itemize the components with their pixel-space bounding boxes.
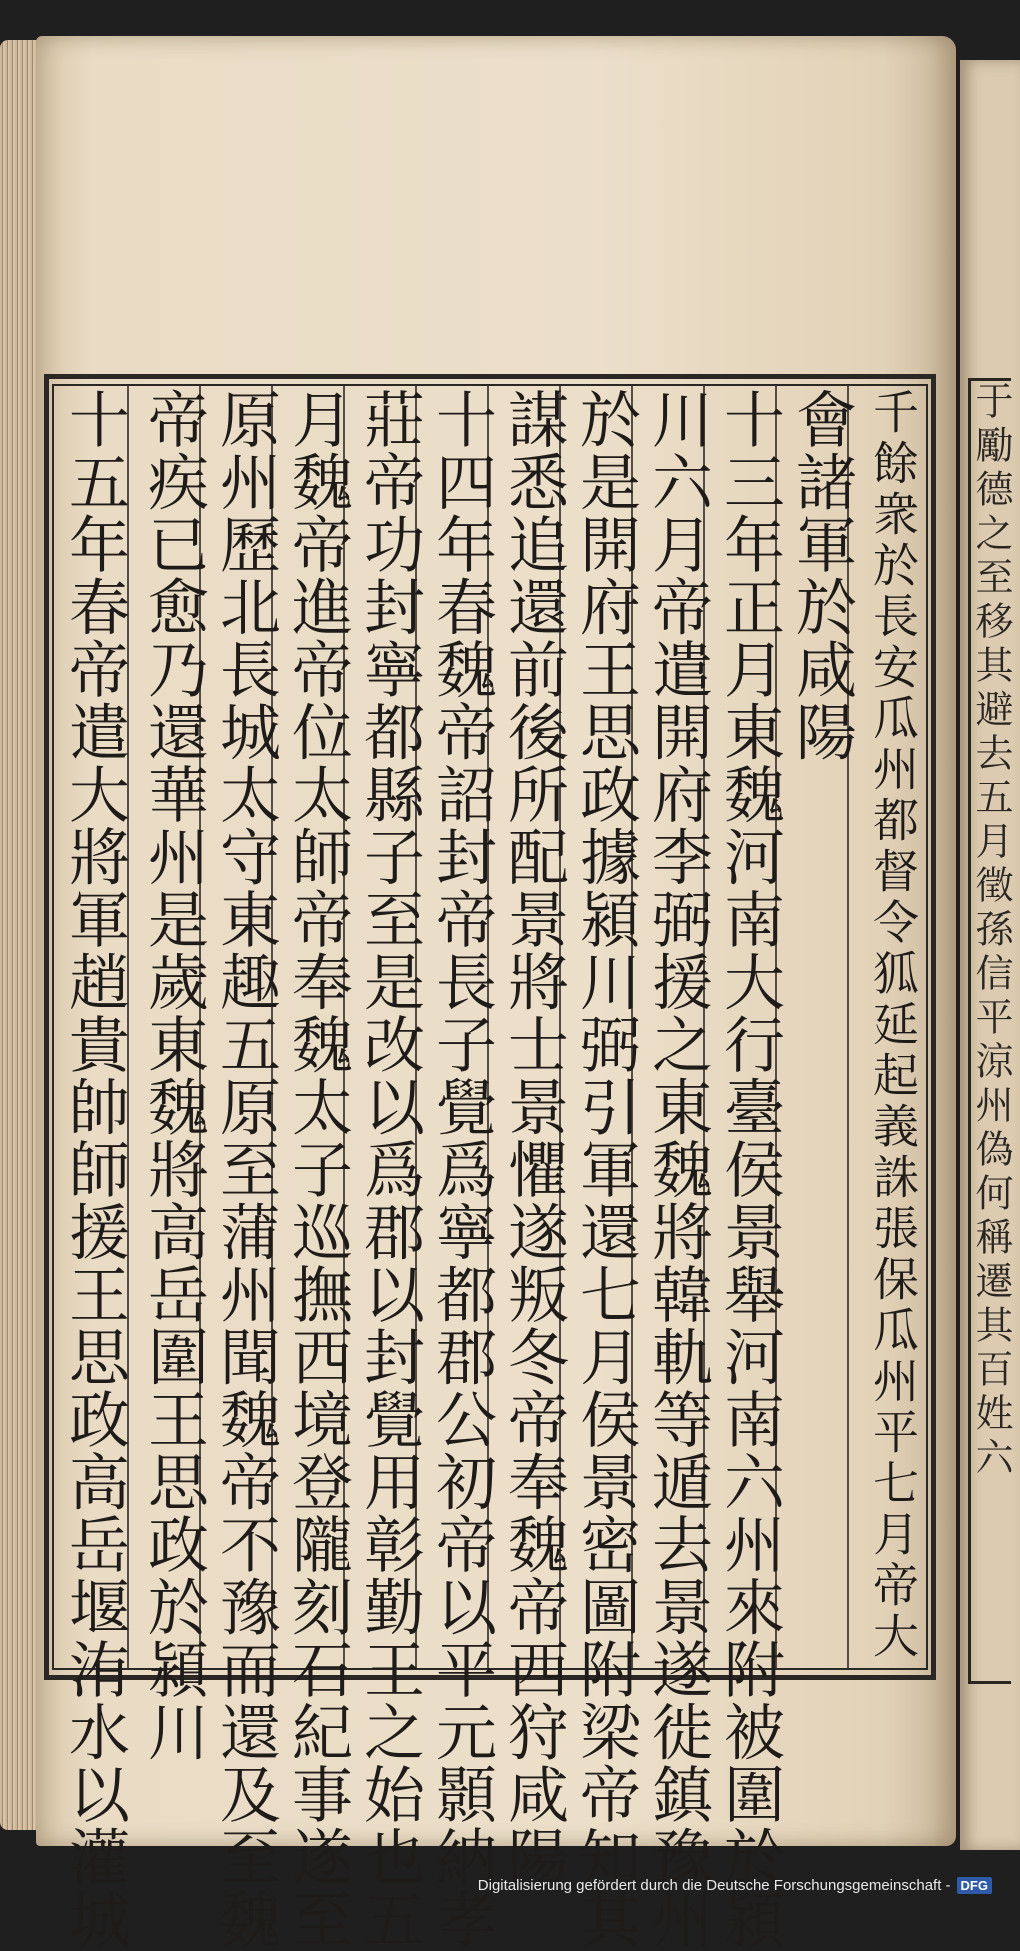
text-column-11: 帝疾已愈乃還華州是歲東魏將高岳圍王思政於潁川 bbox=[138, 388, 209, 1763]
fore-edge-mark bbox=[4, 680, 38, 760]
text-column-6: 謀悉追還前後所配景將士景懼遂叛冬帝奉魏帝西狩咸陽 bbox=[498, 388, 569, 1888]
text-column-9: 月魏帝進帝位太師帝奉魏太子巡撫西境登隴刻石紀事遂至 bbox=[282, 388, 353, 1951]
text-column-5: 於是開府王思政據潁川弼引軍還七月侯景密圖附梁帝知其 bbox=[570, 388, 641, 1951]
next-page-text-fragment: 于勵德之至移其避去五月徵孫信平涼州偽何稱遷其百姓六 bbox=[968, 378, 1011, 1684]
text-column-1: 千餘衆於長安瓜州都督令狐延起義誅張保瓜州平七月帝大 bbox=[866, 388, 920, 1663]
text-column-10: 原州歷北長城太守東趣五原至蒲州聞魏帝不豫而還及至魏 bbox=[210, 388, 281, 1951]
text-column-2: 會諸軍於咸陽 bbox=[786, 388, 857, 763]
dfg-logo: DFG bbox=[957, 1877, 992, 1894]
text-column-7: 十四年春魏帝詔封帝長子覺爲寧都郡公初帝以平元顥納孝 bbox=[426, 388, 497, 1951]
text-column-4: 川六月帝遣開府李弼援之東魏將韓軌等遁去景遂徙鎮豫州 bbox=[642, 388, 713, 1951]
text-column-8: 莊帝功封寧都縣子至是改以爲郡以封覺用彰勤王之始也五 bbox=[354, 388, 425, 1951]
digitization-credit: Digitalisierung gefördert durch die Deutsche Forschungsgemeinschaft - bbox=[477, 1876, 951, 1894]
text-column-3: 十三年正月東魏河南大行臺侯景舉河南六州來附被圍於潁 bbox=[714, 388, 785, 1951]
text-column-12: 十五年春帝遣大將軍趙貴帥師援王思政高岳堰洧水以灌城 bbox=[59, 388, 130, 1951]
digitization-footer bbox=[478, 1874, 992, 1896]
